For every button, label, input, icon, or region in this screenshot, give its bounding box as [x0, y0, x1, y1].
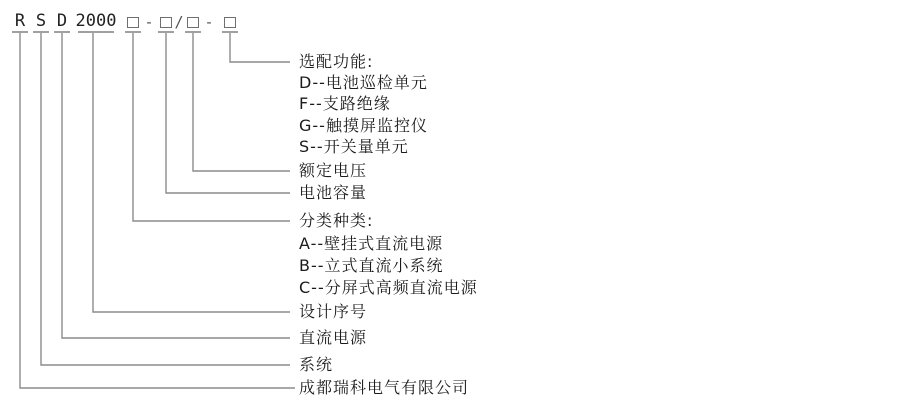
code-letter-d: [54, 12, 70, 33]
code-box-1: [125, 12, 141, 33]
placeholder-box-icon: [187, 17, 199, 28]
code-number-2000-text: 2000: [75, 11, 117, 31]
label-rated-voltage: 额定电压: [299, 161, 368, 180]
placeholder-box-icon: [160, 17, 172, 28]
code-letter-r-text: R: [14, 11, 26, 31]
label-category: 分类种类:: [299, 211, 374, 230]
label-option-branch-insulation: F--支路绝缘: [299, 94, 391, 113]
label-category-wall-mounted: A--壁挂式直流电源: [299, 234, 444, 253]
code-box-2: [158, 12, 174, 33]
code-number-2000: [75, 11, 117, 33]
placeholder-box-icon: [224, 17, 236, 28]
code-separator-1: -: [144, 12, 154, 31]
code-separator-2: /: [174, 12, 184, 31]
label-dc-power: 直流电源: [299, 328, 368, 347]
label-category-split-screen: C--分屏式高频直流电源: [299, 278, 478, 297]
label-battery-capacity: 电池容量: [299, 183, 368, 202]
label-category-vertical: B--立式直流小系统: [299, 256, 444, 275]
label-optional-functions: 选配功能:: [299, 52, 374, 71]
connector-box4-optional-functions: [230, 33, 290, 62]
label-option-battery-inspection: D--电池巡检单元: [299, 73, 428, 92]
code-letter-r: [12, 12, 28, 33]
placeholder-box-icon: [127, 17, 139, 28]
connector-d-dc-power: [62, 33, 290, 338]
code-box-3: [185, 12, 201, 33]
code-separator-3: -: [204, 12, 214, 31]
label-option-switch-unit: S--开关量单元: [299, 137, 409, 156]
connector-box2-battery-capacity: [166, 33, 290, 193]
code-letter-d-text: D: [56, 11, 68, 31]
label-option-touchscreen-monitor: G--触摸屏监控仪: [299, 116, 428, 135]
label-design-number: 设计序号: [299, 302, 368, 321]
label-company-name: 成都瑞科电气有限公司: [299, 378, 470, 397]
label-system: 系统: [299, 355, 334, 374]
connector-2000-design-number: [93, 33, 290, 312]
connector-r-company: [20, 33, 295, 388]
code-letter-s-text: S: [35, 11, 47, 31]
connector-box3-rated-voltage: [193, 33, 290, 171]
code-box-4: [222, 12, 238, 33]
code-letter-s: [33, 12, 49, 33]
